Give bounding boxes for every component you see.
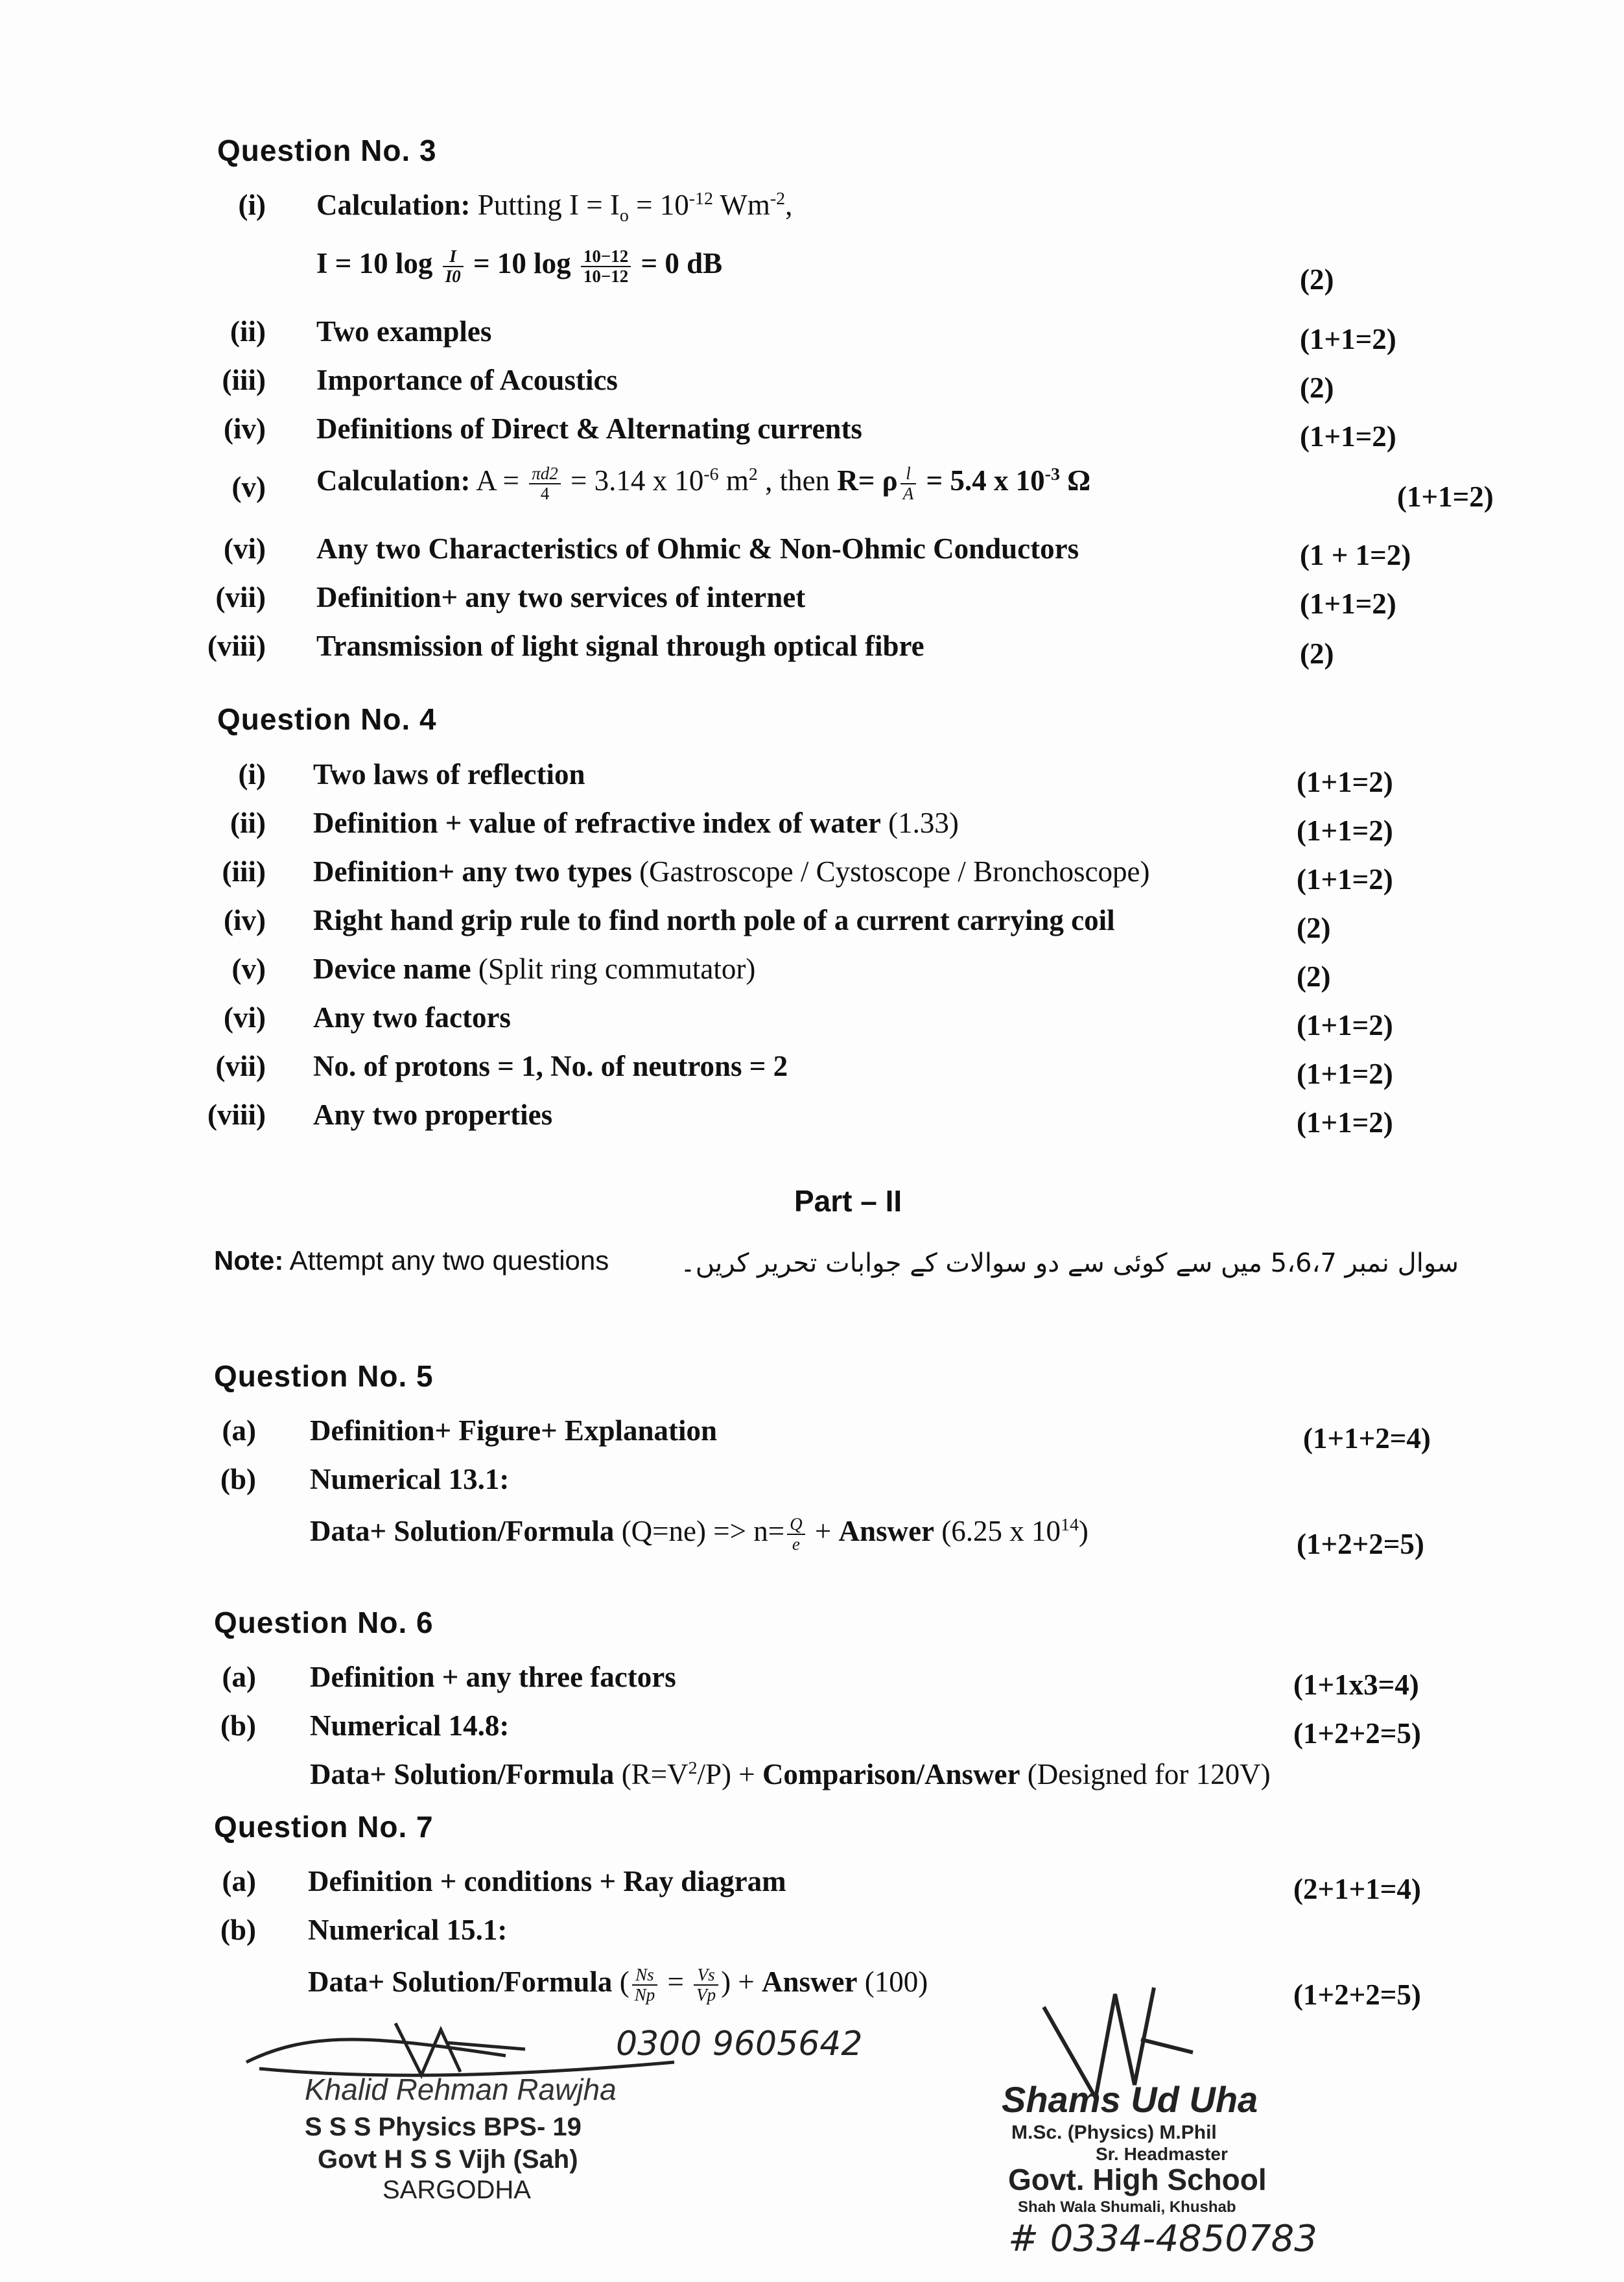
q5-marks: (1+2+2=5) [1297,1528,1424,1560]
q4-item-text: Two laws of reflection [313,758,585,790]
left-stamp-line2: S S S Physics BPS- 19 [305,2113,582,2141]
q5-title: Question No. 5 [214,1359,434,1393]
q3-item-num: (viii) [207,630,266,662]
q6-title: Question No. 6 [214,1606,434,1639]
q3-item-vi [0,532,1624,577]
left-stamp-name: Khalid Rehman Rawjha [305,2073,617,2106]
q4-item-text: Device name (Split ring commutator) [313,953,756,985]
q3-marks: (2) [1300,372,1334,404]
q6-part-a [0,1660,1624,1706]
right-stamp-line2: M.Sc. (Physics) M.Phil [1011,2122,1217,2143]
q4-title: Question No. 4 [217,702,437,736]
q4-item-num: (ii) [230,807,266,839]
q4-item-text: Right hand grip rule to find north pole of a current carrying coil [313,904,1115,936]
q4-item-num: (viii) [207,1099,266,1131]
q3-item-i [0,188,1624,233]
q7-part-a [0,1864,1624,1910]
q4-item-iv [0,903,1624,949]
q4-marks: (1+1=2) [1297,863,1393,896]
q6-part-num: (b) [220,1709,256,1742]
q3-marks: (1+1=2) [1300,588,1396,620]
q7-part-b [0,1913,1624,1958]
q3-item-iv [0,412,1624,457]
q7-title: Question No. 7 [214,1810,434,1844]
q3-item-text: Importance of Acoustics [316,364,618,396]
q6-detail-text: Data+ Solution/Formula $(R=V^2/P)$ + Comparison/Answer (Designed for 120V) [310,1758,1271,1790]
q3-item-text: Any two Characteristics of Ohmic & Non-Ohmic Conductors [316,532,1079,565]
q7-part-b-detail [0,1965,1624,2023]
q3-item-text: Transmission of light signal through optical fibre [316,630,924,662]
q4-item-viii [0,1098,1624,1143]
q4-marks: (1+1=2) [1297,766,1393,798]
q5-part-b [0,1462,1624,1508]
q3-item-v [0,464,1624,522]
q7-part-num: (a) [222,1865,256,1897]
q7-part-num: (b) [220,1914,256,1946]
q4-item-ii [0,806,1624,851]
q4-item-num: (i) [238,758,266,790]
q3-item-num: (vii) [215,581,266,613]
q4-marks: (1+1=2) [1297,1106,1393,1139]
q3-marks: (1+1=2) [1300,420,1396,453]
q3-marks: (2) [1300,637,1334,670]
q4-item-num: (vi) [224,1001,266,1034]
q4-item-i [0,757,1624,803]
q3-item-num: (vi) [224,532,266,565]
q3-marks: (1+1=2) [1300,323,1396,355]
q4-item-num: (vii) [215,1050,266,1082]
q5-part-a [0,1414,1624,1459]
q4-marks: (1+1=2) [1297,1058,1393,1090]
q5-detail-text: Data+ Solution/Formula (Q=ne) => n= $\frac{Q}{e}$ + Answer (6.25 x $10^{14}$) [310,1514,1089,1554]
left-phone: 0300 9605642 [616,2025,863,2063]
part-title: Part – II [794,1184,902,1218]
q5-part-text: Numerical 13.1: [310,1463,510,1495]
q4-item-num: (v) [231,953,266,985]
right-stamp-line5: Shah Wala Shumali, Khushab [1018,2198,1236,2216]
q4-marks: (2) [1297,912,1331,944]
q3-item-vii [0,580,1624,626]
q3-item-text: Definitions of Direct & Alternating currents [316,412,862,445]
left-stamp-line3: Govt H S S Vijh (Sah) [318,2145,578,2174]
q3-item-num: (v) [231,471,266,503]
q3-item-iii [0,363,1624,409]
q7-detail-text: Data+ Solution/Formula ( $\frac{Ns}{Np}$ = $\frac{Vs}{Vp}$ ) + Answer (100) [308,1965,928,2004]
right-stamp-line4: Govt. High School [1008,2163,1267,2196]
q7-marks: (1+2+2=5) [1293,1979,1421,2011]
right-stamp-name: Shams Ud Uha [1002,2079,1258,2120]
q6-part-text: Numerical 14.8: [310,1709,510,1742]
q3-item-i-formula [0,240,1624,305]
q7-marks: (2+1+1=4) [1293,1873,1421,1905]
q3-marks: (1 + 1=2) [1300,539,1411,571]
q3-item-num: (iii) [222,364,266,396]
q5-part-num: (a) [222,1414,256,1447]
q6-part-text: Definition + any three factors [310,1661,676,1693]
urdu-instruction: سوال نمبر 5،6،7 میں سے کوئی سے دو سوالات کے جوابات تحریر کریں۔ [680,1248,1459,1278]
q4-marks: (1+1=2) [1297,814,1393,847]
q4-item-text: Any two properties [313,1099,553,1131]
q5-marks: (1+1+2=4) [1303,1422,1431,1455]
q3-marks: (1+1=2) [1397,481,1494,513]
q4-marks: (1+1=2) [1297,1009,1393,1041]
q3-item-viii [0,629,1624,674]
q5-part-num: (b) [220,1463,256,1495]
q3-item-text: Two examples [316,315,492,348]
q4-item-num: (iv) [224,904,266,936]
q4-item-vii [0,1049,1624,1095]
q3-item-text: Definition+ any two services of internet [316,581,806,613]
q6-part-b-detail [0,1757,1624,1803]
q4-item-iii [0,855,1624,900]
q6-marks: (1+2+2=5) [1293,1717,1421,1750]
q3-formula: I = 10 log $\frac{I}{I0}$ = 10 log $\frac{10-12}{10-12}$ = 0 dB [316,246,723,286]
q7-part-text: Definition + conditions + Ray diagram [308,1865,786,1897]
q6-part-num: (a) [222,1661,256,1693]
q5-part-text: Definition+ Figure+ Explanation [310,1414,718,1447]
q3-item-num: (iv) [224,412,266,445]
q3-item-text: Calculation: A = $\frac{\pi d2}{4}$ = 3.14 x $10^{-6}$ $m^2$ , then R= ρ $\frac{l}{A}$ = 5.4 x $10^{-3}$ Ω [316,464,1091,503]
q3-marks: (2) [1300,263,1334,296]
q3-item-text: Calculation: Putting $I = I_o = 10^{-12}$ $Wm^{-2}$, [316,189,793,226]
right-stamp-line3: Sr. Headmaster [1096,2144,1228,2164]
q4-item-vi [0,1001,1624,1046]
q4-item-v [0,952,1624,997]
q6-marks: (1+1x3=4) [1293,1669,1419,1701]
q3-item-num: (ii) [230,315,266,348]
q4-item-text: Definition + value of refractive index of water (1.33) [313,807,959,839]
q4-item-num: (iii) [222,855,266,888]
left-stamp-line4: SARGODHA [382,2176,531,2204]
q7-part-text: Numerical 15.1: [308,1914,508,1946]
part-note: Note: Attempt any two questions [214,1245,609,1276]
q3-item-ii [0,315,1624,360]
q6-part-b [0,1709,1624,1754]
q5-part-b-detail [0,1514,1624,1573]
q4-item-text: Any two factors [313,1001,511,1034]
q4-item-text: Definition+ any two types (Gastroscope / Cystoscope / Bronchoscope) [313,855,1150,888]
q4-item-text: No. of protons = 1, No. of neutrons = 2 [313,1050,788,1082]
right-phone: # 0334-4850783 [1008,2218,1317,2260]
q3-item-num: (i) [238,189,266,221]
q3-title: Question No. 3 [217,134,437,167]
q4-marks: (2) [1297,960,1331,993]
